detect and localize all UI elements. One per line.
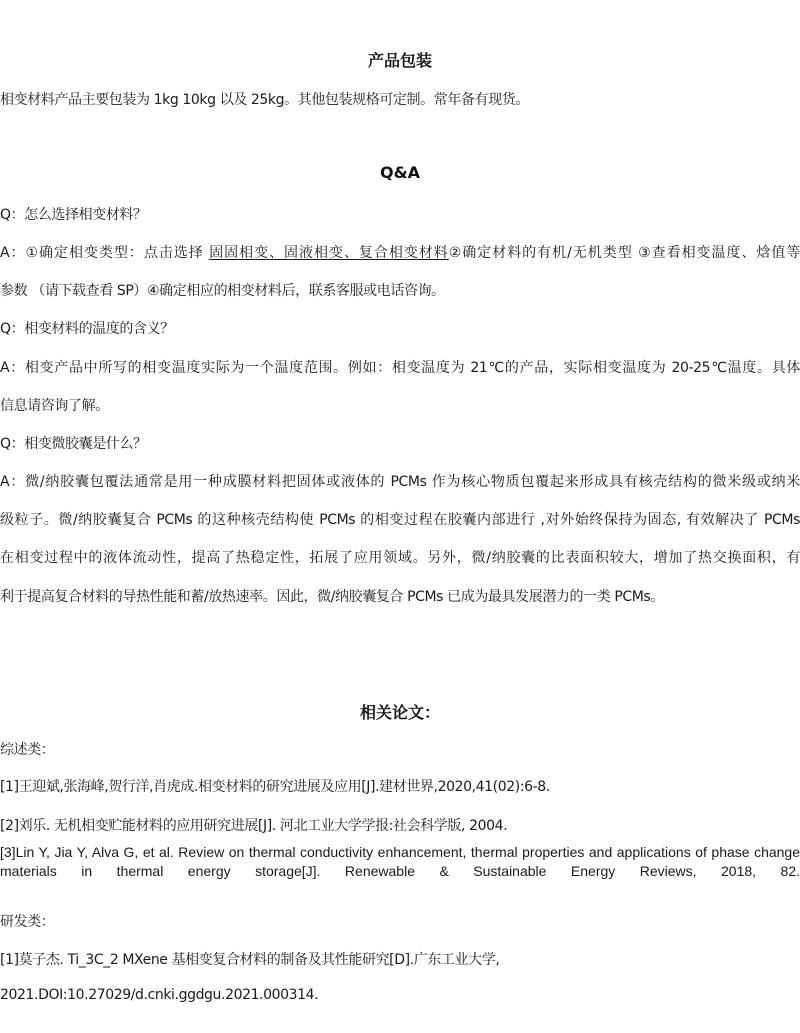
answer-2-line-2: 信息请咨询了解。 (0, 398, 109, 414)
review-item-1: [1]王迎斌,张海峰,贺行洋,肖虎成.相变材料的研究进展及应用[J].建材世界,2020,41(02):6-8. (0, 779, 550, 795)
answer-1-line-2: 参数 （请下载查看 SP）④确定相应的相变材料后，联系客服或电话咨询。 (0, 283, 445, 299)
question-1: Q：怎么选择相变材料？ (0, 207, 147, 223)
review-label: 综述类： (0, 742, 55, 758)
research-item-1-line-1: [1]莫子杰. Ti_3C_2 MXene 基相变复合材料的制备及其性能研究[D].广东工业大学, (0, 952, 500, 968)
answer-3-line-4: 利于提高复合材料的导热性能和蓄/放热速率。因此，微/纳胶囊复合 PCMs 已成为最具发展潜力的一类 PCMs。 (0, 589, 664, 605)
qa-heading: Q&A (380, 163, 420, 182)
answer-2-line-1: A：相变产品中所写的相变温度实际为一个温度范围。例如：相变温度为 21℃的产品，实际相变温度为 20-25℃温度。具体 (0, 360, 800, 376)
phase-type-link[interactable]: 固固相变、固液相变、复合相变材料 (209, 245, 449, 261)
research-label: 研发类： (0, 914, 55, 930)
packaging-heading: 产品包装 (367, 51, 432, 70)
question-2: Q：相变材料的温度的含义？ (0, 321, 174, 337)
answer-1-suffix: ②确定材料的有机/无机类型 ③查看相变温度、焓值等 (448, 245, 800, 261)
answer-3-line-1: A：微/纳胶囊包覆法通常是用一种成膜材料把固体或液体的 PCMs 作为核心物质包覆起来形成具有核壳结构的微米级或纳米 (0, 474, 800, 490)
answer-3-line-2: 级粒子。微/纳胶囊复合 PCMs 的这种核壳结构使 PCMs 的相变过程在胶囊内部进行 ,对外始终保持为固态, 有效解决了 PCMs (0, 512, 800, 528)
answer-1-line-1 (0, 242, 800, 262)
review-item-2: [2]刘乐. 无机相变贮能材料的应用研究进展[J]. 河北工业大学学报:社会科学版, 2004. (0, 818, 508, 834)
packaging-text: 相变材料产品主要包装为 1kg 10kg 以及 25kg。其他包装规格可定制。常年备有现货。 (0, 92, 529, 108)
research-item-1-line-2: 2021.DOI:10.27029/d.cnki.ggdgu.2021.000314. (0, 987, 319, 1003)
answer-1-prefix: A：①确定相变类型：点击选择 (0, 245, 210, 261)
review-item-3: [3]Lin Y, Jia Y, Alva G, et al. Review on thermal conductivity enhancement, thermal properties and applications of phase change materials in thermal energy storage[J]. Renewable & Sustainable Energy Reviews, 2018, 82. (0, 844, 800, 879)
answer-3-line-3: 在相变过程中的液体流动性，提高了热稳定性，拓展了应用领域。另外，微/纳胶囊的比表面积较大，增加了热交换面积，有 (0, 550, 800, 566)
papers-heading: 相关论文： (359, 703, 440, 722)
question-3: Q：相变微胶囊是什么？ (0, 436, 147, 452)
